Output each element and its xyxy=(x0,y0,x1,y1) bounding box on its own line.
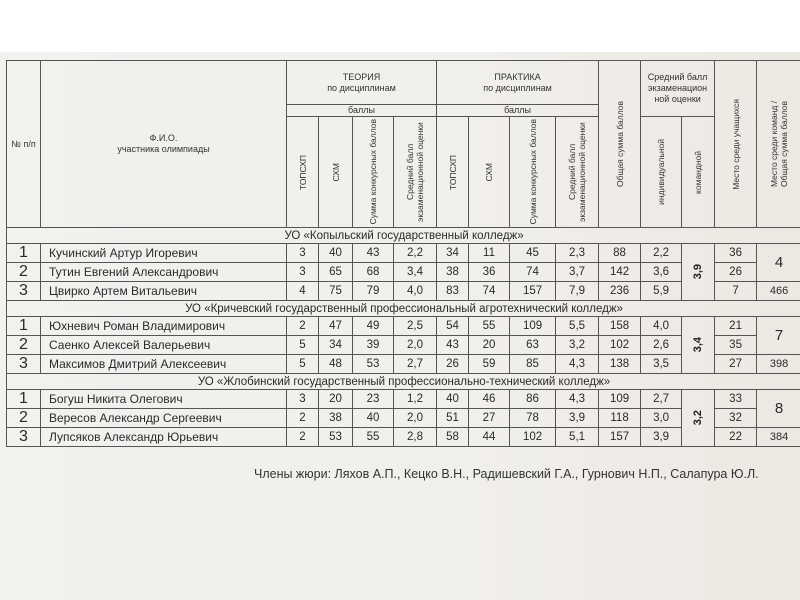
row-number: 2 xyxy=(7,409,41,428)
participant-row xyxy=(7,409,800,428)
total-sum: 138 xyxy=(599,355,641,374)
header-practice xyxy=(437,61,599,105)
individual-avg: 3,5 xyxy=(641,355,682,374)
results-table xyxy=(6,60,800,447)
participant-name: Богуш Никита Олегович xyxy=(41,390,287,409)
theory-shm: 48 xyxy=(319,355,353,374)
theory-avg: 2,2 xyxy=(394,244,437,263)
theory-topshp: 2 xyxy=(287,409,319,428)
participant-row xyxy=(7,428,800,447)
student-place: 26 xyxy=(715,263,757,282)
individual-avg: 3,0 xyxy=(641,409,682,428)
practice-sum: 102 xyxy=(510,428,556,447)
group-header xyxy=(7,374,800,390)
row-number: 3 xyxy=(7,355,41,374)
student-place: 35 xyxy=(715,336,757,355)
practice-col-shm: СХМ xyxy=(469,117,510,228)
team-place: 4 xyxy=(757,244,800,282)
theory-topshp: 5 xyxy=(287,336,319,355)
theory-col-sum: Сумма конкурсных баллов xyxy=(353,117,394,228)
practice-sum: 109 xyxy=(510,317,556,336)
theory-shm: 75 xyxy=(319,282,353,301)
row-number: 1 xyxy=(7,244,41,263)
practice-col-topshp: ТОПСХП xyxy=(437,117,469,228)
participant-name: Максимов Дмитрий Алексеевич xyxy=(41,355,287,374)
total-sum: 88 xyxy=(599,244,641,263)
theory-shm: 34 xyxy=(319,336,353,355)
participant-row xyxy=(7,263,800,282)
practice-topshp: 54 xyxy=(437,317,469,336)
total-sum: 142 xyxy=(599,263,641,282)
practice-shm: 59 xyxy=(469,355,510,374)
theory-shm: 20 xyxy=(319,390,353,409)
theory-col-topshp: ТОПСХП xyxy=(287,117,319,228)
student-place: 21 xyxy=(715,317,757,336)
theory-sum: 53 xyxy=(353,355,394,374)
total-sum: 102 xyxy=(599,336,641,355)
practice-topshp: 40 xyxy=(437,390,469,409)
theory-avg: 2,8 xyxy=(394,428,437,447)
student-place: 36 xyxy=(715,244,757,263)
student-place: 22 xyxy=(715,428,757,447)
group-header xyxy=(7,228,800,244)
participant-row xyxy=(7,336,800,355)
theory-sum: 55 xyxy=(353,428,394,447)
participant-name: Юхневич Роман Владимирович xyxy=(41,317,287,336)
row-number: 1 xyxy=(7,390,41,409)
theory-topshp: 3 xyxy=(287,244,319,263)
theory-col-avg: Средний балл экзаменационной оценки xyxy=(394,117,437,228)
theory-sum: 68 xyxy=(353,263,394,282)
theory-avg: 2,0 xyxy=(394,409,437,428)
theory-sum: 40 xyxy=(353,409,394,428)
header-place-teams: Место среди команд / Общая сумма баллов xyxy=(757,61,800,228)
practice-shm: 20 xyxy=(469,336,510,355)
practice-sum: 78 xyxy=(510,409,556,428)
total-sum: 157 xyxy=(599,428,641,447)
practice-points-label: баллы xyxy=(437,105,599,117)
jury-members: Члены жюри: Ляхов А.П., Кецко В.Н., Радишевский Г.А., Гурнович Н.П., Салапура Ю.Л. xyxy=(254,467,759,481)
team-total: 466 xyxy=(757,282,800,301)
theory-topshp: 4 xyxy=(287,282,319,301)
practice-shm: 55 xyxy=(469,317,510,336)
individual-avg: 3,6 xyxy=(641,263,682,282)
practice-shm: 46 xyxy=(469,390,510,409)
team-place: 7 xyxy=(757,317,800,355)
individual-avg: 4,0 xyxy=(641,317,682,336)
theory-avg: 2,7 xyxy=(394,355,437,374)
total-sum: 109 xyxy=(599,390,641,409)
theory-shm: 65 xyxy=(319,263,353,282)
student-place: 33 xyxy=(715,390,757,409)
participant-row xyxy=(7,390,800,409)
practice-title: ПРАКТИКА xyxy=(494,71,541,82)
practice-shm: 36 xyxy=(469,263,510,282)
theory-points-label: баллы xyxy=(287,105,437,117)
team-avg: 3,9 xyxy=(682,244,715,301)
team-place: 8 xyxy=(757,390,800,428)
row-number: 1 xyxy=(7,317,41,336)
header-place-students: Место среди учащихся xyxy=(715,61,757,228)
col-team: командной xyxy=(682,117,715,228)
theory-shm: 47 xyxy=(319,317,353,336)
practice-shm: 44 xyxy=(469,428,510,447)
college-name: УО «Жлобинский государственный профессионально-технический колледж» xyxy=(7,374,800,390)
team-avg: 3,2 xyxy=(682,390,715,447)
practice-topshp: 83 xyxy=(437,282,469,301)
theory-avg: 1,2 xyxy=(394,390,437,409)
practice-sum: 85 xyxy=(510,355,556,374)
theory-topshp: 5 xyxy=(287,355,319,374)
participant-name: Вересов Александр Сергеевич xyxy=(41,409,287,428)
practice-sum: 157 xyxy=(510,282,556,301)
individual-avg: 2,2 xyxy=(641,244,682,263)
practice-sub: по дисциплинам xyxy=(483,82,552,93)
total-sum: 158 xyxy=(599,317,641,336)
student-place: 27 xyxy=(715,355,757,374)
team-total: 384 xyxy=(757,428,800,447)
practice-topshp: 38 xyxy=(437,263,469,282)
header-name xyxy=(41,61,287,228)
row-number: 3 xyxy=(7,282,41,301)
theory-sum: 79 xyxy=(353,282,394,301)
theory-title: ТЕОРИЯ xyxy=(342,71,381,82)
theory-shm: 38 xyxy=(319,409,353,428)
results-sheet xyxy=(6,60,796,447)
participant-row xyxy=(7,355,800,374)
header-name-line2: участника олимпиады xyxy=(117,144,210,154)
theory-sub: по дисциплинам xyxy=(327,82,396,93)
practice-shm: 27 xyxy=(469,409,510,428)
individual-avg: 2,6 xyxy=(641,336,682,355)
theory-topshp: 2 xyxy=(287,317,319,336)
practice-sum: 45 xyxy=(510,244,556,263)
theory-sum: 39 xyxy=(353,336,394,355)
student-place: 32 xyxy=(715,409,757,428)
practice-topshp: 34 xyxy=(437,244,469,263)
practice-avg: 2,3 xyxy=(556,244,599,263)
participant-row xyxy=(7,282,800,301)
practice-topshp: 43 xyxy=(437,336,469,355)
theory-sum: 43 xyxy=(353,244,394,263)
participant-name: Лупсяков Александр Юрьевич xyxy=(41,428,287,447)
individual-avg: 5,9 xyxy=(641,282,682,301)
practice-shm: 11 xyxy=(469,244,510,263)
practice-col-sum: Сумма конкурсных баллов xyxy=(510,117,556,228)
group-header xyxy=(7,301,800,317)
college-name: УО «Кричевский государственный профессиональный агротехнический колледж» xyxy=(7,301,800,317)
row-number: 2 xyxy=(7,263,41,282)
theory-shm: 53 xyxy=(319,428,353,447)
team-total: 398 xyxy=(757,355,800,374)
individual-avg: 2,7 xyxy=(641,390,682,409)
theory-topshp: 2 xyxy=(287,428,319,447)
practice-topshp: 26 xyxy=(437,355,469,374)
col-individual: индивидуальной xyxy=(641,117,682,228)
participant-name: Кучинский Артур Игоревич xyxy=(41,244,287,263)
header-theory xyxy=(287,61,437,105)
team-avg: 3,4 xyxy=(682,317,715,374)
theory-topshp: 3 xyxy=(287,390,319,409)
theory-avg: 4,0 xyxy=(394,282,437,301)
practice-topshp: 51 xyxy=(437,409,469,428)
practice-shm: 74 xyxy=(469,282,510,301)
practice-sum: 86 xyxy=(510,390,556,409)
participant-name: Цвирко Артем Витальевич xyxy=(41,282,287,301)
theory-sum: 23 xyxy=(353,390,394,409)
participant-row xyxy=(7,244,800,263)
results-body xyxy=(7,228,800,447)
participant-name: Саенко Алексей Валерьевич xyxy=(41,336,287,355)
theory-sum: 49 xyxy=(353,317,394,336)
practice-col-avg: Средний балл экзаменационной оценки xyxy=(556,117,599,228)
practice-sum: 63 xyxy=(510,336,556,355)
total-sum: 118 xyxy=(599,409,641,428)
practice-sum: 74 xyxy=(510,263,556,282)
theory-topshp: 3 xyxy=(287,263,319,282)
practice-avg: 4,3 xyxy=(556,390,599,409)
theory-avg: 2,5 xyxy=(394,317,437,336)
theory-col-shm: СХМ xyxy=(319,117,353,228)
practice-avg: 7,9 xyxy=(556,282,599,301)
total-sum: 236 xyxy=(599,282,641,301)
theory-avg: 2,0 xyxy=(394,336,437,355)
participant-name: Тутин Евгений Александрович xyxy=(41,263,287,282)
row-number: 2 xyxy=(7,336,41,355)
practice-avg: 3,2 xyxy=(556,336,599,355)
practice-avg: 3,7 xyxy=(556,263,599,282)
header-num: № п/п xyxy=(7,61,41,228)
theory-shm: 40 xyxy=(319,244,353,263)
student-place: 7 xyxy=(715,282,757,301)
header-name-line1: Ф.И.О. xyxy=(149,133,178,143)
practice-avg: 5,1 xyxy=(556,428,599,447)
practice-avg: 3,9 xyxy=(556,409,599,428)
practice-avg: 5,5 xyxy=(556,317,599,336)
college-name: УО «Копыльский государственный колледж» xyxy=(7,228,800,244)
participant-row xyxy=(7,317,800,336)
theory-avg: 3,4 xyxy=(394,263,437,282)
practice-avg: 4,3 xyxy=(556,355,599,374)
header-avg-exam-group: Средний балл экзаменацион ной оценки xyxy=(641,61,715,117)
individual-avg: 3,9 xyxy=(641,428,682,447)
row-number: 3 xyxy=(7,428,41,447)
practice-topshp: 58 xyxy=(437,428,469,447)
header-total-sum: Общая сумма баллов xyxy=(599,61,641,228)
